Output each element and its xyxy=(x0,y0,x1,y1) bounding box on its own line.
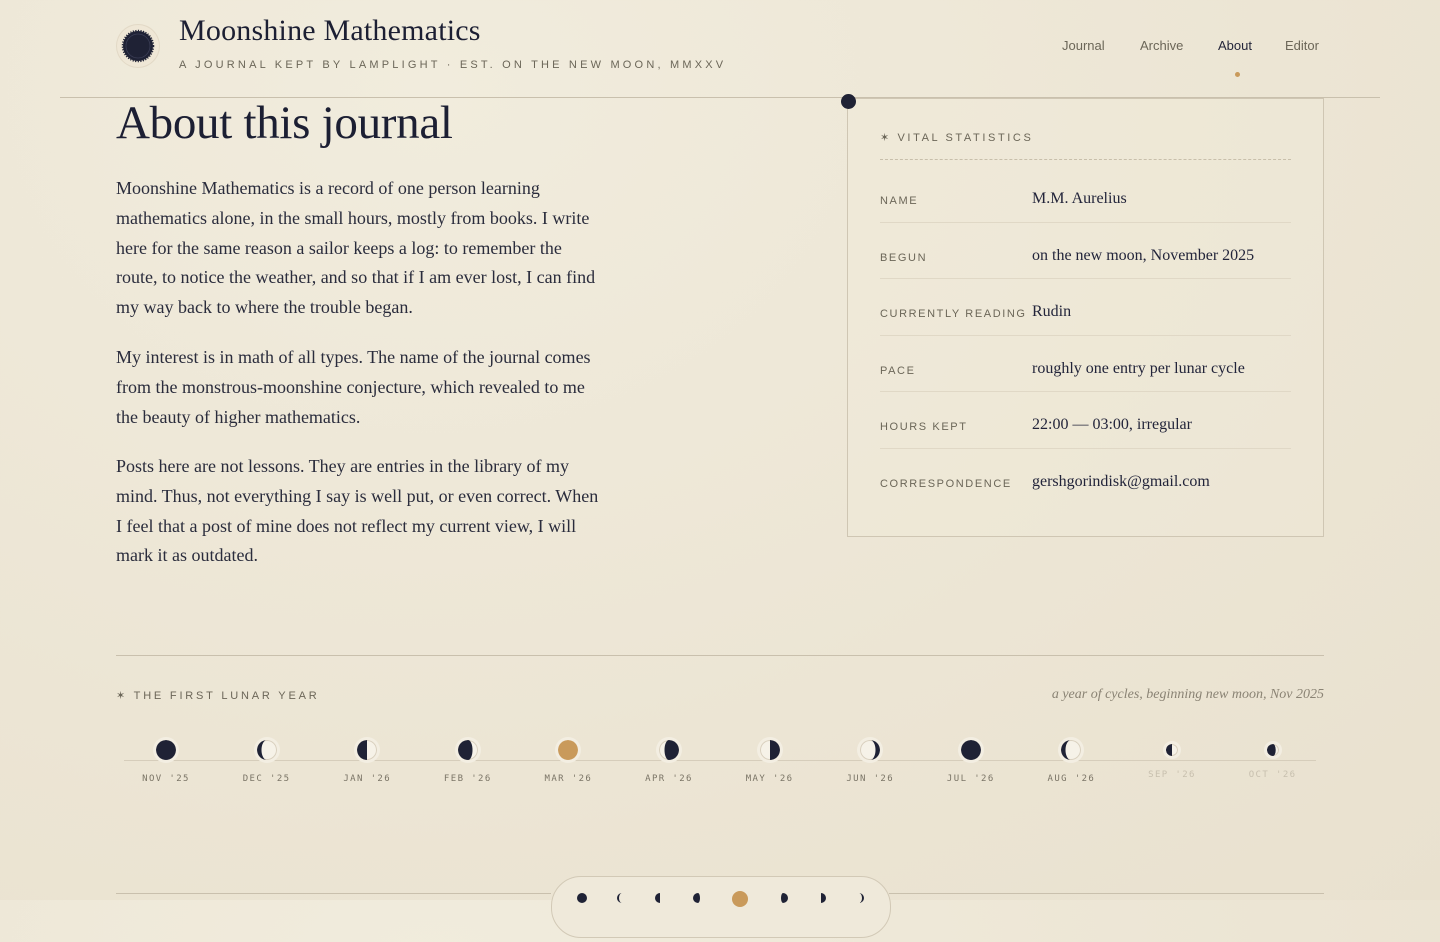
moon-phase-icon[interactable] xyxy=(860,740,880,760)
footer-divider xyxy=(889,893,1324,894)
stat-label: BEGUN xyxy=(880,252,928,264)
correspondence-email-link[interactable]: gershgorindisk@gmail.com xyxy=(1032,473,1210,490)
month-label: JUN '26 xyxy=(846,774,895,784)
moon-phase-icon[interactable] xyxy=(1166,744,1178,756)
mini-moons-icon xyxy=(552,877,890,937)
month-label: NOV '25 xyxy=(142,774,190,784)
stat-value: 22:00 — 03:00, irregular xyxy=(1032,416,1192,433)
stat-row-begun xyxy=(880,222,1291,279)
card-divider xyxy=(880,159,1291,160)
lunar-year-note: a year of cycles, beginning new moon, Nov 2025 xyxy=(1051,687,1324,702)
page-title: About this journal xyxy=(116,97,453,149)
month-label: APR '26 xyxy=(645,774,693,784)
month-label: DEC '25 xyxy=(242,774,291,784)
moon-phase-icon[interactable] xyxy=(257,740,277,760)
stat-row-pace xyxy=(880,335,1291,392)
month-label: FEB '26 xyxy=(443,774,492,784)
stat-row-hours xyxy=(880,392,1291,449)
stat-row-name xyxy=(880,166,1291,223)
month-label: JUL '26 xyxy=(946,774,995,784)
moon-phase-icon[interactable] xyxy=(1061,740,1081,760)
lunar-year-heading: ✶ THE FIRST LUNAR YEAR xyxy=(116,690,320,702)
stat-label: PACE xyxy=(880,365,916,377)
nav-editor[interactable]: Editor xyxy=(1285,38,1319,53)
moon-phase-icon[interactable] xyxy=(458,740,478,760)
moon-phase-icon[interactable] xyxy=(760,740,780,760)
nav-about[interactable]: About xyxy=(1218,38,1252,53)
lunar-timeline-track xyxy=(124,760,1316,761)
month-label: OCT '26 xyxy=(1248,770,1297,780)
moon-phase-icon[interactable] xyxy=(961,740,981,760)
site-header xyxy=(0,0,1440,98)
stat-value: M.M. Aurelius xyxy=(1032,190,1127,207)
about-paragraph: My interest is in math of all types. The name of the journal comes from the monstrous-moonshine conjecture, which revealed to me the beauty of higher mathematics. xyxy=(116,347,591,427)
moon-phase-dock[interactable] xyxy=(551,876,891,938)
site-subtitle: A JOURNAL KEPT BY LAMPLIGHT · EST. ON THE NEW MOON, MMXXV xyxy=(179,59,727,71)
active-nav-indicator xyxy=(1235,72,1240,77)
moon-phase-icon[interactable] xyxy=(1267,744,1279,756)
moon-phase-icon[interactable] xyxy=(659,740,679,760)
nav-archive[interactable]: Archive xyxy=(1140,38,1184,53)
stat-label: NAME xyxy=(880,195,919,207)
section-divider xyxy=(116,655,1324,656)
stat-row-correspondence xyxy=(880,448,1291,504)
stat-row-reading xyxy=(880,279,1291,336)
month-label: SEP '26 xyxy=(1148,770,1196,780)
month-label: MAY '26 xyxy=(745,774,794,784)
stat-value: roughly one entry per lunar cycle xyxy=(1032,360,1245,377)
nav-journal[interactable]: Journal xyxy=(1062,38,1105,53)
stat-label: HOURS KEPT xyxy=(880,421,968,433)
stat-value: on the new moon, November 2025 xyxy=(1032,247,1255,264)
moon-phase-icon[interactable] xyxy=(357,740,377,760)
card-pin-icon xyxy=(841,94,856,109)
month-label: AUG '26 xyxy=(1047,774,1096,784)
about-paragraph: Posts here are not lessons. They are entries in the library of my mind. Thus, not everything I say is well put, or even correct. When I feel that a post of mine does not reflect my current view, I will mark it as outdated. xyxy=(116,456,599,566)
month-label: JAN '26 xyxy=(343,774,392,784)
stat-value: Rudin xyxy=(1032,303,1072,320)
moon-phase-icon[interactable] xyxy=(558,740,578,760)
footer-divider xyxy=(116,893,551,894)
stat-label: CURRENTLY READING xyxy=(880,308,1027,320)
moon-phase-icon[interactable] xyxy=(156,740,176,760)
month-label: MAR '26 xyxy=(544,774,593,784)
site-title[interactable]: Moonshine Mathematics xyxy=(179,14,481,47)
stat-label: CORRESPONDENCE xyxy=(880,478,1012,490)
about-paragraph: Moonshine Mathematics is a record of one person learning mathematics alone, in the small hours, mostly from books. I write here for the same reason a sailor keeps a log: to remember the route, to notice the weather, and so that if I am ever lost, I can find my way back to where the trouble began. xyxy=(116,178,596,318)
moon-sigil-icon[interactable] xyxy=(117,25,159,67)
card-heading: ✶ VITAL STATISTICS xyxy=(880,132,1034,144)
